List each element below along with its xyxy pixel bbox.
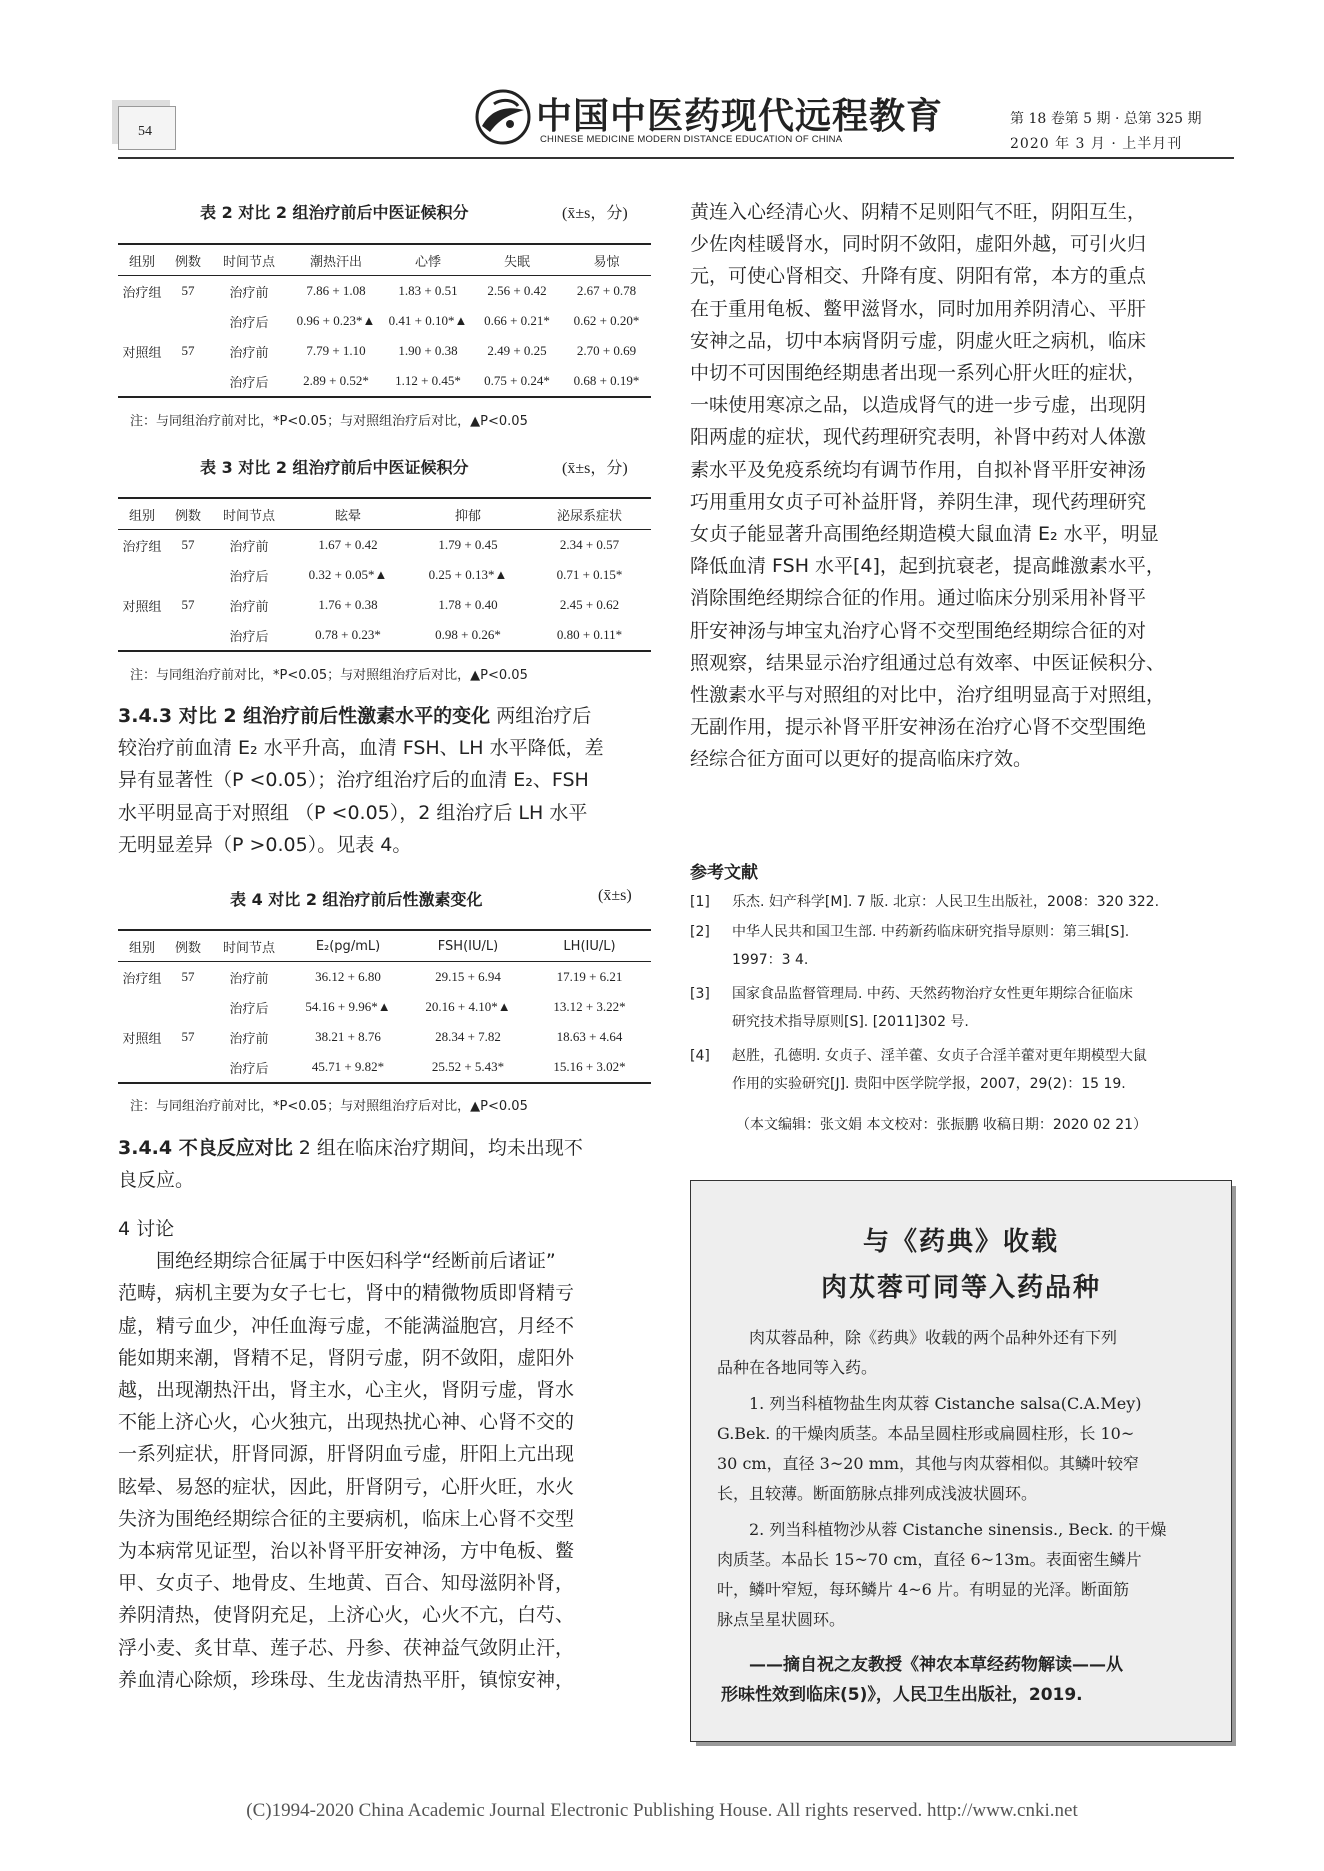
table2-caption: 表 2 对比 2 组治疗前后中医证候积分 xyxy=(200,203,469,222)
table-cell: 治疗后 xyxy=(210,366,288,397)
reference-text: 国家食品监督管理局. 中药、天然药物治疗女性更年期综合征临床 xyxy=(732,986,1133,1002)
table-cell: 1.78 + 0.40 xyxy=(438,597,498,612)
text-line: 不能上济心火，心火独亢，出现热扰心神、心肾不交的 xyxy=(118,1411,575,1434)
table-cell: 57 xyxy=(181,969,195,984)
table-cell: 2.56 + 0.42 xyxy=(487,283,547,298)
table-header: 时间节点 xyxy=(210,930,288,962)
table3 xyxy=(118,497,651,652)
text-line: 2 组在临床治疗期间，均未出现不 xyxy=(298,1137,583,1159)
table2-unit: (x̄±s，分) xyxy=(562,205,628,222)
table-header: FSH(IU/L) xyxy=(408,930,528,962)
reference-number: [1] xyxy=(690,894,710,910)
text-line: 无副作用，提示补肾平肝安神汤在治疗心肾不交型围绝 xyxy=(690,716,1147,739)
reference-text: 1997：3 4. xyxy=(732,952,809,968)
box-title-2: 肉苁蓉可同等入药品种 xyxy=(820,1273,1101,1303)
table-header: 组别 xyxy=(118,930,166,962)
table-header: 时间节点 xyxy=(210,244,288,276)
text-line: 性激素水平与对照组的对比中，治疗组明显高于对照组， xyxy=(690,684,1166,707)
table-cell: 1.79 + 0.45 xyxy=(438,537,498,552)
table-cell: 治疗前 xyxy=(229,971,269,987)
table-row xyxy=(118,620,651,651)
text-line: 能如期来潮，肾精不足，肾阴亏虚，阴不敛阳，虚阳外 xyxy=(118,1346,575,1369)
reference-number: [4] xyxy=(690,1048,710,1064)
table-cell: 57 xyxy=(181,1029,195,1044)
table-cell: 36.12 + 6.80 xyxy=(315,969,381,984)
table-cell: 0.25 + 0.13*▲ xyxy=(428,567,508,582)
table-row xyxy=(118,1022,651,1052)
box-paragraph xyxy=(717,1389,1205,1509)
text-line: 照观察，结果显示治疗组通过总有效率、中医证候积分、 xyxy=(690,651,1166,674)
table-cell: 治疗后 xyxy=(229,1001,269,1017)
section-3-4-3 xyxy=(118,700,651,861)
text-line: 甲、女贞子、地骨皮、生地黄、百合、知母滋阴补肾， xyxy=(118,1572,575,1595)
table-cell: 25.52 + 5.43* xyxy=(408,1052,528,1083)
table-header: 时间节点 xyxy=(210,498,288,530)
table-cell xyxy=(166,366,210,397)
text-line: 巧用重用女贞子可补益肝肾，养阴生津，现代药理研究 xyxy=(690,490,1147,513)
journal-title: 中国中医药现代远程教育 xyxy=(536,96,944,137)
journal-logo-icon xyxy=(474,88,532,146)
text-line: 1. 列当科植物盐生肉苁蓉 Cistanche salsa(C.A.Mey) xyxy=(749,1394,1142,1413)
text-line: 中切不可因围绝经期患者出现一系列心肝火旺的症状， xyxy=(690,362,1147,385)
editor-line: （本文编辑：张文娟 本文校对：张振鹏 收稿日期：2020 02 21） xyxy=(736,1117,1148,1133)
box-title: 与《药典》收载 xyxy=(862,1227,1059,1257)
table-row xyxy=(118,306,651,336)
table-cell xyxy=(118,620,166,651)
box-paragraph xyxy=(717,1515,1205,1635)
text-line: 两组治疗后 xyxy=(496,705,592,727)
text-line: G.Bek. 的干燥肉质茎。本品呈圆柱形或扁圆柱形，长 10~ xyxy=(717,1424,1135,1443)
text-line: 品种在各地同等入药。 xyxy=(717,1358,878,1377)
text-line: 长，且较薄。断面筋脉点排列成浅波状圆环。 xyxy=(717,1484,1038,1503)
table-cell: 治疗前 xyxy=(229,285,269,301)
table-cell: 对照组 xyxy=(122,599,162,615)
text-line: 一系列症状，肝肾同源，肝肾阴血亏虚，肝阳上亢出现 xyxy=(118,1443,575,1466)
table-cell: 45.71 + 9.82* xyxy=(288,1052,408,1083)
table-header: 组别 xyxy=(118,244,166,276)
text-line: 在于重用龟板、鳖甲滋肾水，同时加用养阴清心、平肝 xyxy=(690,297,1147,320)
text-line: 眩晕、易怒的症状，因此，肝肾阴亏，心肝火旺，水火 xyxy=(118,1475,575,1498)
text-line: 异有显著性（P <0.05）；治疗组治疗后的血清 E₂、FSH xyxy=(118,769,589,792)
table-cell: 0.78 + 0.23* xyxy=(288,620,408,651)
table-row xyxy=(118,992,651,1022)
table-cell: 18.63 + 4.64 xyxy=(556,1029,623,1044)
box-citation: ——摘自祝之友教授《神农本草经药物解读——从 xyxy=(749,1655,1123,1675)
text-line: 养血清心除烦，珍珠母、生龙齿清热平肝，镇惊安神， xyxy=(118,1668,575,1691)
table-row xyxy=(118,962,651,993)
table-cell: 29.15 + 6.94 xyxy=(435,969,501,984)
text-line: 较治疗前血清 E₂ 水平升高，血清 FSH、LH 水平降低，差 xyxy=(118,737,604,760)
page-number: 54 xyxy=(138,124,152,139)
table4-caption: 表 4 对比 2 组治疗前后性激素变化 xyxy=(230,890,483,909)
references-list xyxy=(690,888,1230,1128)
section-3-4-4 xyxy=(118,1132,651,1196)
table-cell: 0.62 + 0.20* xyxy=(573,313,640,328)
table-cell: 治疗前 xyxy=(229,345,269,361)
table-cell: 治疗组 xyxy=(122,285,162,301)
issue-info: 第 18 卷第 5 期 · 总第 325 期 xyxy=(1010,111,1202,127)
table2-note: 注：与同组治疗前对比，*P<0.05；与对照组治疗后对比，▲P<0.05 xyxy=(130,414,528,429)
table-header: 心悸 xyxy=(384,244,472,276)
table-cell: 54.16 + 9.96*▲ xyxy=(305,999,391,1014)
table-header: 例数 xyxy=(166,244,210,276)
text-line: 2. 列当科植物沙从蓉 Cistanche sinensis., Beck. 的干燥 xyxy=(749,1520,1167,1539)
table-cell: 13.12 + 3.22* xyxy=(553,999,626,1014)
table-header: 潮热汗出 xyxy=(288,244,384,276)
table-cell: 对照组 xyxy=(122,1031,162,1047)
text-line: 肉苁蓉品种，除《药典》收载的两个品种外还有下列 xyxy=(749,1328,1118,1347)
reference-item xyxy=(690,980,1230,1036)
table-cell xyxy=(166,560,210,590)
text-line: 水平明显高于对照组 （P <0.05），2 组治疗后 LH 水平 xyxy=(118,801,588,824)
table-cell: 0.98 + 0.26* xyxy=(408,620,528,651)
text-line: 脉点呈星状圆环。 xyxy=(717,1610,846,1629)
header-rule xyxy=(118,157,1234,159)
text-line: 少佐肉桂暖肾水，同时阴不敛阳，虚阳外越，可引火归 xyxy=(690,233,1147,256)
table-header: 眩晕 xyxy=(288,498,408,530)
table-header: 例数 xyxy=(166,498,210,530)
table-cell: 2.89 + 0.52* xyxy=(288,366,384,397)
table-cell: 0.71 + 0.15* xyxy=(556,567,623,582)
text-line: 安神之品，切中本病肾阴亏虚，阴虚火旺之病机，临床 xyxy=(690,329,1147,352)
references-heading: 参考文献 xyxy=(690,863,758,883)
table-header: 例数 xyxy=(166,930,210,962)
reference-text: 作用的实验研究[J]. 贵阳中医学院学报，2007，29(2)：15 19. xyxy=(732,1076,1126,1092)
table-cell: 0.41 + 0.10*▲ xyxy=(388,313,468,328)
text-line: 肝安神汤与坤宝丸治疗心肾不交型围绝经期综合征的对 xyxy=(690,619,1147,642)
table-header: 抑郁 xyxy=(408,498,528,530)
text-line: 浮小麦、炙甘草、莲子芯、丹参、茯神益气敛阴止汗， xyxy=(118,1636,575,1659)
table4-note: 注：与同组治疗前对比，*P<0.05；与对照组治疗后对比，▲P<0.05 xyxy=(130,1099,528,1114)
table-row xyxy=(118,276,651,307)
table4 xyxy=(118,929,651,1084)
reference-item xyxy=(690,918,1230,974)
text-line: 元，可使心肾相交、升降有度、阴阳有常，本方的重点 xyxy=(690,265,1147,288)
table-cell: 0.75 + 0.24* xyxy=(472,366,562,397)
copyright-footer: (C)1994-2020 China Academic Journal Electronic Publishing House. All rights reserved. http://www.cnki.net xyxy=(246,1800,1078,1821)
table-cell: 2.45 + 0.62 xyxy=(559,597,620,612)
reference-text: 赵胜，孔德明. 女贞子、淫羊藿、女贞子合淫羊藿对更年期模型大鼠 xyxy=(732,1048,1147,1064)
table-header: 泌尿系症状 xyxy=(528,498,651,530)
text-line: 围绝经期综合征属于中医妇科学“经断前后诸证” xyxy=(156,1250,556,1273)
table-cell: 1.90 + 0.38 xyxy=(398,343,458,358)
text-line: 无明显差异（P >0.05）。见表 4。 xyxy=(118,833,412,856)
table-row xyxy=(118,560,651,590)
reference-text: 研究技术指导原则[S]. [2011]302 号. xyxy=(732,1014,969,1030)
reference-number: [2] xyxy=(690,924,710,940)
table-cell: 1.67 + 0.42 xyxy=(318,537,378,552)
box-paragraph xyxy=(717,1323,1205,1383)
table-cell: 17.19 + 6.21 xyxy=(556,969,623,984)
table-cell: 2.67 + 0.78 xyxy=(576,283,637,298)
table-cell: 治疗后 xyxy=(229,315,269,331)
text-line: 经综合征方面可以更好的提高临床疗效。 xyxy=(690,748,1033,771)
table-cell xyxy=(118,306,166,336)
table-cell: 20.16 + 4.10*▲ xyxy=(425,999,511,1014)
section-4 xyxy=(118,1213,651,1696)
table-cell: 治疗前 xyxy=(229,599,269,615)
table-cell xyxy=(118,560,166,590)
text-line: 失济为围绝经期综合征的主要病机，临床上心肾不交型 xyxy=(118,1507,575,1530)
table-cell: 1.76 + 0.38 xyxy=(318,597,378,612)
table-cell: 治疗后 xyxy=(229,569,269,585)
text-line: 范畴，病机主要为女子七七，肾中的精微物质即肾精亏 xyxy=(118,1282,575,1305)
table-cell: 2.70 + 0.69 xyxy=(576,343,637,358)
table-cell: 0.80 + 0.11* xyxy=(528,620,651,651)
table-cell xyxy=(118,366,166,397)
reference-text: 乐杰. 妇产科学[M]. 7 版. 北京：人民卫生出版社，2008：320 322. xyxy=(732,894,1160,910)
table-header: 组别 xyxy=(118,498,166,530)
table3-caption: 表 3 对比 2 组治疗前后中医证候积分 xyxy=(200,458,469,477)
table-cell: 57 xyxy=(181,283,195,298)
journal-subtitle: CHINESE MEDICINE MODERN DISTANCE EDUCATION OF CHINA xyxy=(540,134,843,145)
section-heading: 4 讨论 xyxy=(118,1218,175,1240)
table-cell: 57 xyxy=(181,343,195,358)
table-cell: 0.68 + 0.19* xyxy=(562,366,651,397)
table-cell: 57 xyxy=(181,597,195,612)
table-header: 易惊 xyxy=(562,244,651,276)
table-cell xyxy=(166,306,210,336)
table3-note: 注：与同组治疗前对比，*P<0.05；与对照组治疗后对比，▲P<0.05 xyxy=(130,668,528,683)
table-header: 失眠 xyxy=(472,244,562,276)
text-line: 良反应。 xyxy=(118,1169,195,1192)
text-line: 养阴清热，使肾阴充足，上济心火，心火不亢，白芍、 xyxy=(118,1604,575,1627)
text-line: 虚，精亏血少，冲任血海亏虚，不能满溢胞宫，月经不 xyxy=(118,1314,575,1337)
issue-date: 2020 年 3 月 · 上半月刊 xyxy=(1010,136,1183,152)
text-line: 一味使用寒凉之品，以造成肾气的进一步亏虚，出现阴 xyxy=(690,394,1147,417)
text-line: 叶，鳞叶窄短，每环鳞片 4~6 片。有明显的光泽。断面筋 xyxy=(717,1580,1129,1599)
table-cell xyxy=(166,992,210,1022)
table-cell xyxy=(166,1052,210,1083)
table-cell xyxy=(166,620,210,651)
reference-item xyxy=(690,888,1230,916)
table4-unit: (x̄±s) xyxy=(598,887,632,904)
text-line: 越，出现潮热汗出，肾主水，心主火，肾阴亏虚，肾水 xyxy=(118,1379,575,1402)
table-header: LH(IU/L) xyxy=(528,930,651,962)
text-line: 素水平及免疫系统均有调节作用，自拟补肾平肝安神汤 xyxy=(690,458,1147,481)
table-cell: 1.83 + 0.51 xyxy=(398,283,458,298)
text-line: 女贞子能显著升高围绝经期造模大鼠血清 E₂ 水平，明显 xyxy=(690,523,1159,546)
table-row xyxy=(118,590,651,620)
table-cell: 0.66 + 0.21* xyxy=(484,313,550,328)
box-citation-2: 形味性效到临床(5)》，人民卫生出版社，2019. xyxy=(721,1685,1083,1705)
table-row xyxy=(118,530,651,561)
table-cell: 7.86 + 1.08 xyxy=(306,283,366,298)
table-cell: 0.96 + 0.23*▲ xyxy=(296,313,376,328)
table-cell: 对照组 xyxy=(122,345,162,361)
table2 xyxy=(118,243,651,398)
table-cell: 治疗组 xyxy=(122,971,162,987)
table-cell xyxy=(118,992,166,1022)
table3-unit: (x̄±s，分) xyxy=(562,460,628,477)
table-row xyxy=(118,366,651,397)
table-cell: 治疗后 xyxy=(210,620,288,651)
reference-text: 中华人民共和国卫生部. 中药新药临床研究指导原则：第三辑[S]. xyxy=(732,924,1130,940)
table-cell: 7.79 + 1.10 xyxy=(306,343,366,358)
table-cell: 治疗前 xyxy=(229,539,269,555)
table-cell: 38.21 + 8.76 xyxy=(315,1029,381,1044)
text-line: 30 cm，直径 3~20 mm，其他与肉苁蓉相似。其鳞叶较窄 xyxy=(717,1454,1140,1473)
table-cell xyxy=(118,1052,166,1083)
table-header: E₂(pg/mL) xyxy=(288,930,408,962)
table-cell: 治疗后 xyxy=(210,1052,288,1083)
right-column-text xyxy=(690,196,1230,776)
table-cell: 28.34 + 7.82 xyxy=(435,1029,501,1044)
table-cell: 15.16 + 3.02* xyxy=(528,1052,651,1083)
table-cell: 57 xyxy=(181,537,195,552)
text-line: 肉质茎。本品长 15~70 cm，直径 6~13m。表面密生鳞片 xyxy=(717,1550,1142,1569)
section-heading: 3.4.4 不良反应对比 xyxy=(118,1137,293,1159)
text-line: 降低血清 FSH 水平[4]，起到抗衰老，提高雌激素水平， xyxy=(690,555,1165,578)
text-line: 黄连入心经清心火、阴精不足则阳气不旺，阴阳互生， xyxy=(690,201,1147,223)
table-row xyxy=(118,336,651,366)
table-cell: 2.34 + 0.57 xyxy=(559,537,620,552)
table-cell: 治疗前 xyxy=(229,1031,269,1047)
table-row xyxy=(118,1052,651,1083)
table-cell: 治疗组 xyxy=(122,539,162,555)
section-heading: 3.4.3 对比 2 组治疗前后性激素水平的变化 xyxy=(118,705,491,727)
reference-number: [3] xyxy=(690,986,710,1002)
table-cell: 2.49 + 0.25 xyxy=(487,343,547,358)
reference-item xyxy=(690,1042,1230,1098)
table-cell: 1.12 + 0.45* xyxy=(384,366,472,397)
text-line: 消除围绝经期综合征的作用。通过临床分别采用补肾平 xyxy=(690,587,1147,610)
table-cell: 0.32 + 0.05*▲ xyxy=(308,567,388,582)
text-line: 阳两虚的症状，现代药理研究表明，补肾中药对人体激 xyxy=(690,426,1147,449)
sidebar-box xyxy=(690,1180,1232,1742)
text-line: 为本病常见证型，治以补肾平肝安神汤，方中龟板、鳖 xyxy=(118,1540,575,1563)
